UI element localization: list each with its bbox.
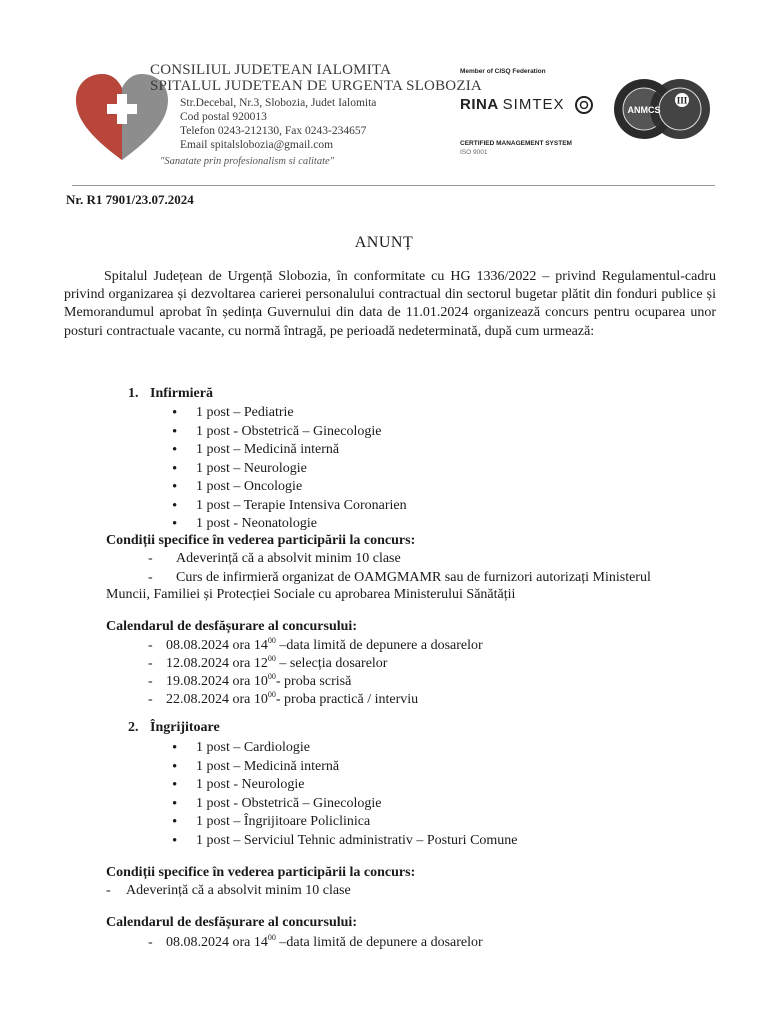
intro-paragraph: Spitalul Județean de Urgență Slobozia, în conformitate cu HG 1336/2022 – privind Regulamentul-cadru privind organizarea și dezvoltarea carierei personalului contractual din sectorul bugetar plătit din fonduri publice și Memorandumul aprobat în ședința Guvernului din data de 11.01.2024 organizează concurs pentru ocuparea unor posturi contractuale vacante, cu normă întragă, pe perioadă nedeterminată, după cum urmează: bbox=[64, 269, 716, 339]
cert-ring-icon bbox=[574, 95, 594, 115]
motto: "Sanatate prin profesionalism si calitate" bbox=[160, 156, 335, 167]
certification-logo bbox=[458, 66, 598, 166]
calendar-item: - 08.08.2024 ora $14^{00}$ –data limită de depunere a dosarelor bbox=[148, 933, 483, 950]
address-postal-code: Cod postal 920013 bbox=[180, 111, 267, 123]
section-1-heading bbox=[128, 386, 213, 402]
cert-brand-left: RINA bbox=[460, 96, 499, 113]
section-1-post-list bbox=[172, 404, 407, 534]
list-item: • 1 post – Cardiologie bbox=[172, 739, 518, 758]
list-item: • 1 post - Obstetrică – Ginecologie bbox=[172, 423, 407, 442]
section-2-calendar-title: Calendarul de desfășurare al concursului: bbox=[106, 915, 357, 930]
address-email: Email spitalslobozia@gmail.com bbox=[180, 139, 334, 151]
calendar-item: - 08.08.2024 ora $14^{00}$ –data limită de depunere a dosarelor bbox=[148, 636, 483, 653]
cert-brand-right: SIMTEX bbox=[502, 96, 565, 113]
section-1-conditions-title: Condiții specifice în vederea participării la concurs: bbox=[106, 533, 416, 548]
list-item: • 1 post – Terapie Intensiva Coronarien bbox=[172, 497, 407, 516]
section-1-condition-1: - Adeverință că a absolvit minim 10 clase bbox=[148, 551, 401, 566]
list-item: • 1 post - Neonatologie bbox=[172, 515, 407, 534]
header-divider bbox=[72, 185, 715, 186]
list-item: • 1 post - Neurologie bbox=[172, 776, 518, 795]
section-2-title: Îngrijitoare bbox=[150, 720, 220, 735]
list-item: • 1 post – Îngrijitoare Policlinica bbox=[172, 813, 518, 832]
list-item: • 1 post – Serviciul Tehnic administrativ – Posturi Comune bbox=[172, 832, 518, 851]
cert-member-text: Member of CISQ Federation bbox=[460, 68, 546, 75]
org-council-name: CONSILIUL JUDETEAN IALOMITA bbox=[150, 62, 392, 78]
section-2-number: 2. bbox=[128, 720, 139, 735]
condition-text: Adeverință că a absolvit minim 10 clase bbox=[126, 883, 351, 898]
list-item: • 1 post – Neurologie bbox=[172, 460, 407, 479]
list-item: • 1 post – Pediatrie bbox=[172, 404, 407, 423]
address-street: Str.Decebal, Nr.3, Slobozia, Judet Ialomita bbox=[180, 97, 377, 109]
cert-cms-text: CERTIFIED MANAGEMENT SYSTEM bbox=[460, 140, 572, 147]
org-hospital-name: SPITALUL JUDETEAN DE URGENTA SLOBOZIA bbox=[150, 78, 482, 94]
organization-name bbox=[150, 62, 482, 94]
document-number: Nr. R1 7901/23.07.2024 bbox=[66, 192, 194, 207]
cert-brand bbox=[460, 96, 565, 113]
section-2-heading bbox=[128, 720, 220, 736]
condition-text: Curs de infirmieră organizat de OAMGMAMR sau de furnizori autorizați Ministerul bbox=[176, 570, 651, 585]
seal-level: III bbox=[676, 95, 688, 106]
calendar-item: - 12.08.2024 ora $12^{00}$ – selecția dosarelor bbox=[148, 654, 388, 671]
cert-iso-text: ISO 9001 bbox=[460, 149, 488, 156]
section-2-conditions-title: Condiții specifice în vederea participării la concurs: bbox=[106, 865, 416, 880]
address-block bbox=[180, 96, 376, 152]
list-item: • 1 post – Oncologie bbox=[172, 478, 407, 497]
section-1-condition-2: - Curs de infirmieră organizat de OAMGMAMR sau de furnizori autorizați Ministerul bbox=[148, 570, 651, 585]
section-1-condition-2-cont: Muncii, Familiei și Protecției Sociale cu aprobarea Ministerului Sănătății bbox=[106, 587, 516, 602]
list-item: • 1 post – Medicină internă bbox=[172, 758, 518, 777]
document-title: ANUNȚ bbox=[354, 234, 414, 251]
section-1-title: Infirmieră bbox=[150, 386, 213, 401]
calendar-item: - 19.08.2024 ora $10^{00}-$ proba scrisă bbox=[148, 672, 352, 689]
section-1-calendar-title: Calendarul de desfășurare al concursului: bbox=[106, 619, 357, 634]
section-2-condition-1: - Adeverință că a absolvit minim 10 clase bbox=[106, 883, 351, 898]
anmcs-seal-logo bbox=[610, 68, 714, 150]
section-1-number: 1. bbox=[128, 386, 139, 401]
seal-acronym: ANMCS bbox=[627, 105, 661, 115]
condition-text: Adeverință că a absolvit minim 10 clase bbox=[176, 551, 401, 566]
calendar-item: - 22.08.2024 ora $10^{00}-$ proba practică / interviu bbox=[148, 690, 419, 707]
address-phone-fax: Telefon 0243-212130, Fax 0243-234657 bbox=[180, 125, 367, 137]
section-2-post-list bbox=[172, 739, 518, 850]
list-item: • 1 post - Obstetrică – Ginecologie bbox=[172, 795, 518, 814]
list-item: • 1 post – Medicină internă bbox=[172, 441, 407, 460]
